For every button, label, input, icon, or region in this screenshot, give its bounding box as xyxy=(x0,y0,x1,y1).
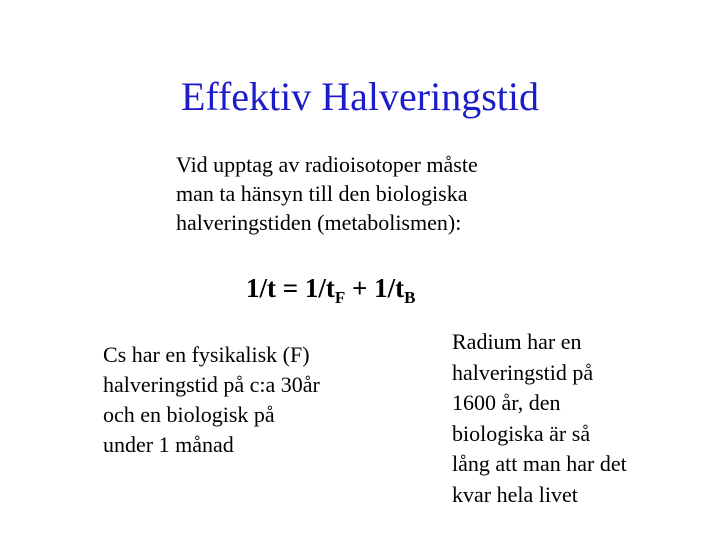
half-life-formula xyxy=(246,268,416,318)
cesium-line: under 1 månad xyxy=(103,432,234,457)
radium-line: 1600 år, den xyxy=(452,390,561,415)
radium-line: lång att man har det xyxy=(452,451,627,476)
formula-subscript-b: B xyxy=(404,288,416,307)
cesium-line: Cs har en fysikalisk (F) xyxy=(103,342,310,367)
formula-plus-term: + 1/t xyxy=(345,273,405,303)
formula-subscript-f: F xyxy=(334,288,346,307)
cesium-paragraph xyxy=(103,340,393,460)
formula-lhs: 1/t = 1/t xyxy=(246,273,335,303)
radium-line: biologiska är så xyxy=(452,420,591,446)
intro-line: Vid upptag av radioisotoper måste xyxy=(176,152,478,177)
intro-line: halveringstiden (metabolismen): xyxy=(176,210,462,235)
radium-line: Radium har en xyxy=(452,329,582,354)
intro-line: man ta hänsyn till den biologiska xyxy=(176,181,468,206)
cesium-line: och en biologisk på xyxy=(103,402,275,427)
intro-paragraph xyxy=(176,150,576,237)
cesium-line: halveringstid på c:a 30år xyxy=(103,372,320,397)
slide-title: Effektiv Halveringstid xyxy=(180,74,540,119)
radium-line: halveringstid på xyxy=(452,359,594,385)
radium-line: kvar hela livet xyxy=(452,481,578,507)
radium-paragraph xyxy=(452,327,692,510)
